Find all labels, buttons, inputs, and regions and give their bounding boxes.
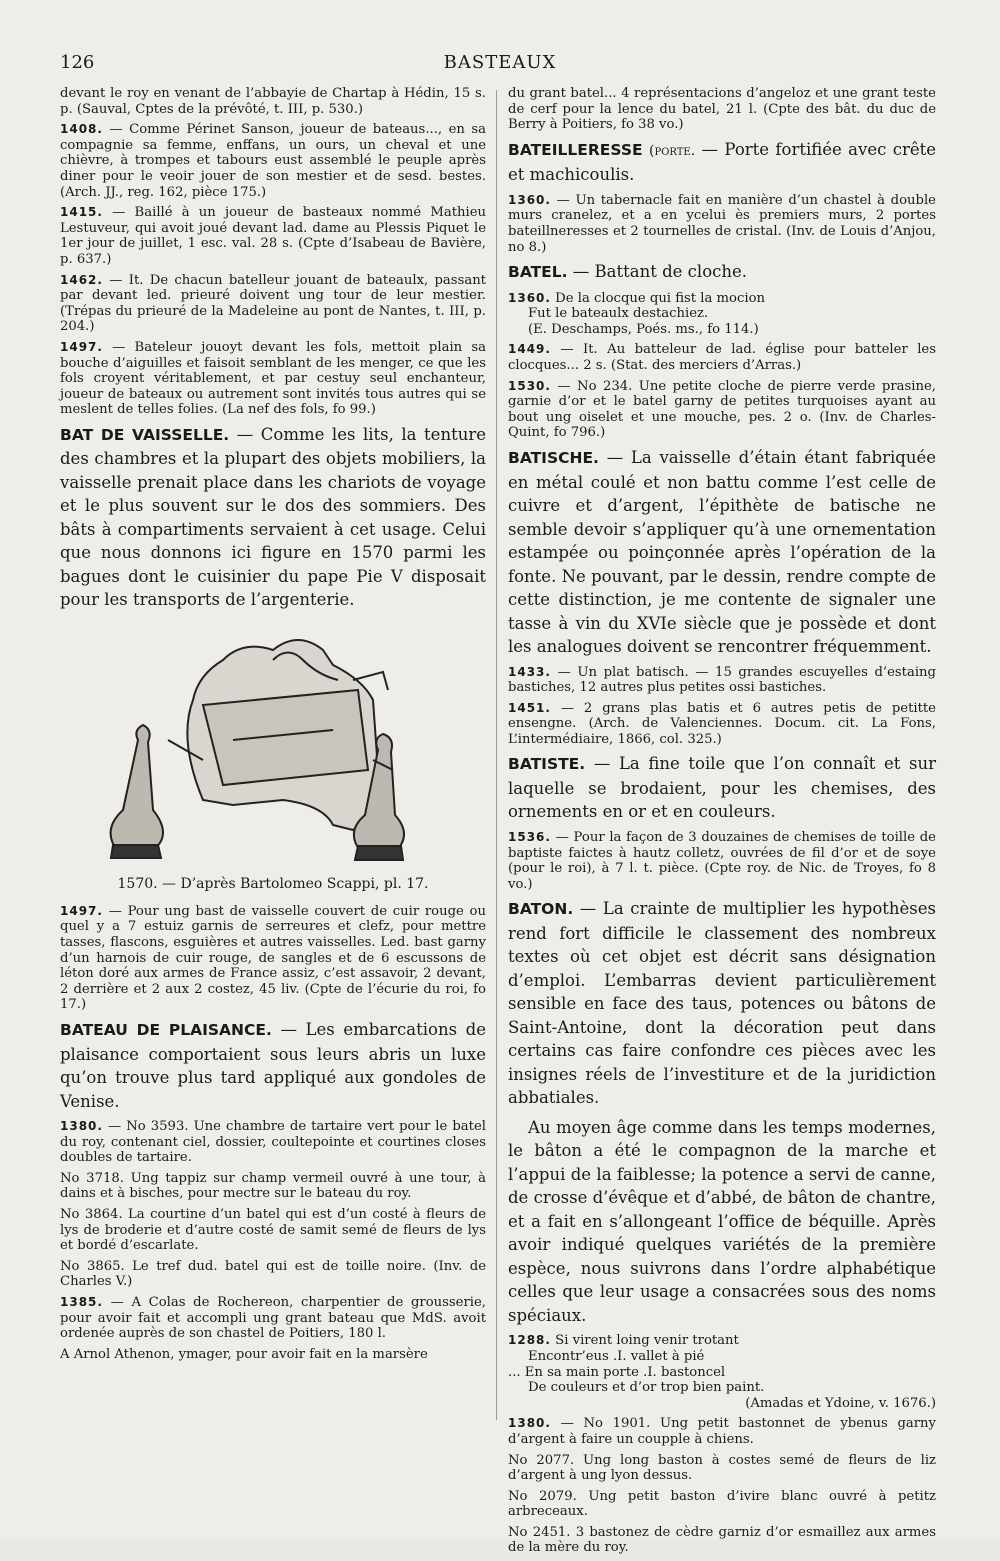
citation-text: — Baillé à un joueur de basteaux nommé Mathieu Lestuveur, qui avoit joué devant lad. dame au Plessis Piquet le 1er jour de juillet, 1 esc. val. 28 s. (Cpte d’Isabeau de Bavière, p. 637.) — [60, 205, 486, 267]
verse-source: (Amadas et Ydoine, v. 1676.) — [745, 1395, 936, 1411]
headword: BAT DE VAISSELLE. — [60, 425, 230, 444]
citation-text: — Bateleur jouoyt devant les fols, mettoit plain sa bouche d’aiguilles et faisoit semblant de les menger, ce que les fols croyent véritablement, et par cestuy seul enchanteur, joueur de bateaux ou autrement sont invités tous autres qui se meslent de telles folies. (La nef des fols, fo 99.) — [60, 339, 486, 418]
verse-line: Fut le bateaulx destachiez. — [528, 306, 709, 322]
page-number: 126 — [60, 52, 95, 73]
column-rule — [496, 90, 497, 1420]
verse-citation — [508, 1333, 936, 1411]
citation: du grant batel... 4 représentacions d’angeloz et une grant teste de cerf pour la lence du batel, 21 l. (Cpte des bât. du duc de Berry à Poitiers, fo 38 vo.) — [508, 86, 936, 133]
headword: BATEL. — [508, 263, 568, 282]
citation-year: 1536. — [508, 829, 551, 844]
citation — [508, 830, 936, 892]
article-paragraph: Au moyen âge comme dans les temps modernes, le bâton a été le compagnon de la marche et l’appui de la faiblesse; la potence a servi de canne, de crosse d’évêque et d’abbé, de bâton de chantre, et a fait en s’allongeant l’office de béquille. Après avoir indiqué quelques variétés de la première espèce, nous suivrons dans l’ordre alphabétique celles que leur usage a consacrées sous des noms spéciaux. — [508, 1117, 936, 1325]
article-text: — Porte fortifiée avec crête et machicoulis. — [508, 139, 936, 185]
citation: devant le roy en venant de l’abbayie de Chartap à Hédin, 15 s. p. (Sauval, Cptes de la prévôté, t. III, p. 530.) — [60, 86, 486, 117]
running-title: BASTEAUX — [443, 52, 557, 73]
headword: BATEILLERESSE — [508, 140, 643, 159]
verse-line: De couleurs et d’or trop bien paint. — [528, 1380, 765, 1396]
citation — [60, 340, 486, 418]
citation: A Arnol Athenon, ymager, pour avoir fait en la marsère — [60, 1346, 428, 1362]
citation-text: — It. Au batteleur de lad. église pour batteler les clocques... 2 s. (Stat. des merciers d’Arras.) — [508, 342, 936, 374]
headword: BATISCHE. — [508, 449, 599, 467]
headword: BATISTE. — [508, 755, 586, 774]
article-entry — [508, 897, 936, 1110]
citation — [508, 193, 936, 255]
citation — [60, 122, 486, 200]
article-entry — [508, 260, 936, 285]
article-text: — Les embarcations de plaisance comportaient sous leurs abris un luxe qu’on trouve plus tard appliqué aux gondoles de Venise. — [60, 1020, 486, 1111]
citation: No 3864. La courtine d’un batel qui est d’un costé à fleurs de lys de broderie et d’autre costé de samit semé de fleurs de lys et bordé d’escarlate. — [60, 1207, 486, 1254]
citation — [60, 1295, 486, 1342]
verse-line: Encontr’eus .I. vallet à pié — [528, 1348, 705, 1364]
citation-text: — Un plat batisch. — 15 grandes escuyelles d’estaing bastiches, 12 autres plus petites ossi bastiches. — [508, 664, 936, 696]
article-entry — [60, 423, 486, 612]
citation-text: — Comme Périnet Sanson, joueur de bateaus..., en sa compagnie sa femme, enffans, un ours, un cheval et une chièvre, à trompes et tabours eust assemblé le peuple après diner pour le veoir jouer de son mestier et de sesd. bestes. (Arch. JJ., reg. 162, pièce 175.) — [60, 122, 486, 200]
verse-citation — [508, 291, 936, 338]
article-text: — Comme les lits, la tenture des chambres et la plupart des objets mobiliers, la vaisselle prenait place dans les chariots de voyage et le plus souvent sur le dos des sommiers. Des bâts à compartiments servaient à cet usage. Celui que nous donnons ici figure en 1570 parmi les bagues dont le cuisinier du pape Pie V disposait pour les transports de l’argenterie. — [60, 424, 486, 610]
citation — [508, 701, 936, 748]
headword-note: (porte. — [649, 142, 696, 159]
headword: BATEAU DE PLAISANCE. — [60, 1021, 272, 1040]
citation — [60, 273, 486, 335]
citation — [60, 1119, 486, 1166]
citation-text: — Un tabernacle fait en manière d’un chastel à double murs cranelez, et a en ycelui ès premiers murs, 2 portes bateillneresses et 2 tournelles de cristal. (Inv. de Louis d’Anjou, no 8.) — [508, 192, 936, 255]
citation-text: — Pour ung bast de vaisselle couvert de cuir rouge ou quel y a 7 estuiz garnis de serreures et clefz, pour mettre tasses, flascons, esguières et autres vaisselles. Led. bast garny d’un harnois de cuir rouge, de sangles et de 6 escussons de léton doré aux armes de France assiz, c’est assavoir, 2 devant, 2 derrière et 2 aux 2 costez, 45 liv. (Cpte de l’écurie du roi, fo 17.) — [60, 903, 486, 1013]
headword: BATON. — [508, 900, 574, 919]
citation — [508, 665, 936, 696]
pack-saddle-illustration — [83, 620, 463, 870]
citation — [60, 205, 486, 267]
citation — [508, 342, 936, 373]
article-text: — La fine toile que l’on connaît et sur laquelle se brodaient, pour les chemises, des ornements en or et en couleurs. — [508, 754, 937, 822]
citation-year: 1380. — [508, 1416, 551, 1431]
citation — [60, 904, 486, 1013]
citation-text: — A Colas de Rochereon, charpentier de grousserie, pour avoir fait et accompli ung grant bateau que MdS. avoit ordenée auprès de son chastel de Poitiers, 180 l. — [60, 1294, 486, 1342]
citation-year: 1451. — [508, 700, 551, 715]
citation — [508, 379, 936, 441]
verse-line: Si virent loing venir trotant — [555, 1333, 739, 1349]
citation-year: 1497. — [60, 903, 103, 918]
article-entry — [508, 752, 936, 824]
citation: No 2079. Ung petit baston d’ivire blanc ouvré à petitz arbreceaux. — [508, 1488, 936, 1520]
left-column — [60, 86, 486, 1367]
article-text: — La vaisselle d’étain étant fabriquée en métal coulé et non battu comme l’est celle de cuivre et d’argent, l’épithète de batische ne semble devoir s’appliquer qu’à une ornementation estampée ou poinçonnée après l’opération de la fonte. Ne pouvant, par le dessin, rendre compte de cette distinction, je me contente de signaler une tasse à vin du XVIe siècle que je possède et dont les analogues doivent se rencontrer fréquemment. — [508, 448, 936, 656]
citation-text: — No 3593. Une chambre de tartaire vert pour le batel du roy, contenant ciel, dossier, coultepointe et courtines closes doubles de tartaire. — [60, 1119, 486, 1166]
citation: No 3865. Le tref dud. batel qui est de toille noire. (Inv. de Charles V.) — [60, 1258, 486, 1290]
citation-text: — No 234. Une petite cloche de pierre verde prasine, garnie d’or et le batel garny de petites turquoises ayant au bout ung oiselet et une mouche, pes. 2 o. (Inv. de Charles-Quint, fo 796.) — [508, 378, 936, 441]
citation-year: 1385. — [60, 1294, 103, 1309]
citation-year: 1530. — [508, 378, 551, 393]
figure-caption: 1570. — D’après Bartolomeo Scappi, pl. 17. — [117, 875, 429, 892]
citation-text: — 2 grans plas batis et 6 autres petis de petitte ensengne. (Arch. de Valenciennes. Docum. cit. La Fons, L’intermédiaire, 1866, col. 325.) — [508, 700, 936, 747]
citation-year: 1380. — [60, 1119, 103, 1134]
citation-text: — Pour la façon de 3 douzaines de chemises de toille de baptiste faictes à hautz colletz, ouvrées de fil d’or et de soye (pour le roi), à 7 l. t. pièce. (Cpte roy. de Nic. de Troyes, fo 8 vo.) — [508, 829, 936, 892]
citation-text: — It. De chacun batelleur jouant de bateaulx, passant par devant led. prieuré doivent ung tour de leur mestier. (Trépas du prieuré de la Madeleine au pont de Nantes, t. III, p. 204.) — [60, 272, 486, 335]
verse-line: De la clocque qui fist la mocion — [555, 290, 766, 306]
article-text: — Battant de cloche. — [572, 262, 748, 282]
citation-year: 1288. — [508, 1333, 551, 1348]
citation — [508, 1416, 936, 1447]
citation: No 2451. 3 bastonez de cèdre garniz d’or esmaillez aux armes de la mère du roy. — [508, 1524, 936, 1556]
citation-year: 1408. — [60, 122, 103, 137]
verse-line: ... En sa main porte .I. bastoncel — [508, 1364, 726, 1380]
article-entry — [508, 138, 936, 187]
figure-pack-saddle — [60, 620, 486, 874]
citation-year: 1415. — [60, 205, 103, 220]
article-entry — [60, 1018, 486, 1113]
citation-year: 1449. — [508, 342, 551, 357]
citation: No 3718. Ung tappiz sur champ vermeil ouvré à une tour, à dains et à bisches, pour mectre sur le bateau du roy. — [60, 1170, 486, 1202]
citation-year: 1360. — [508, 290, 551, 305]
page-header — [60, 52, 940, 78]
citation-year: 1360. — [508, 192, 551, 207]
citation: No 2077. Ung long baston à costes semé de fleurs de liz d’argent à ung lyon dessus. — [508, 1452, 936, 1484]
citation-text: — No 1901. Ung petit bastonnet de ybenus garny d’argent à faire un coupple à chiens. — [508, 1416, 936, 1447]
citation-year: 1433. — [508, 664, 551, 679]
article-entry — [508, 446, 936, 659]
right-column — [508, 86, 936, 1561]
citation-year: 1497. — [60, 339, 103, 354]
verse-source: (E. Deschamps, Poés. ms., fo 114.) — [528, 321, 759, 337]
article-text: — La crainte de multiplier les hypothèses rend fort difficile le classement des nombreux textes où cet objet est décrit sans désignation d’emploi. L’embarras devient particulièrement sensible en face des taus, potences ou bâtons de Saint-Antoine, dont la décoration peut dans certains cas faire confondre ces pièces avec les insignes réels de l’investiture et de la juridiction abbatiales. — [508, 899, 936, 1108]
citation-year: 1462. — [60, 272, 103, 287]
